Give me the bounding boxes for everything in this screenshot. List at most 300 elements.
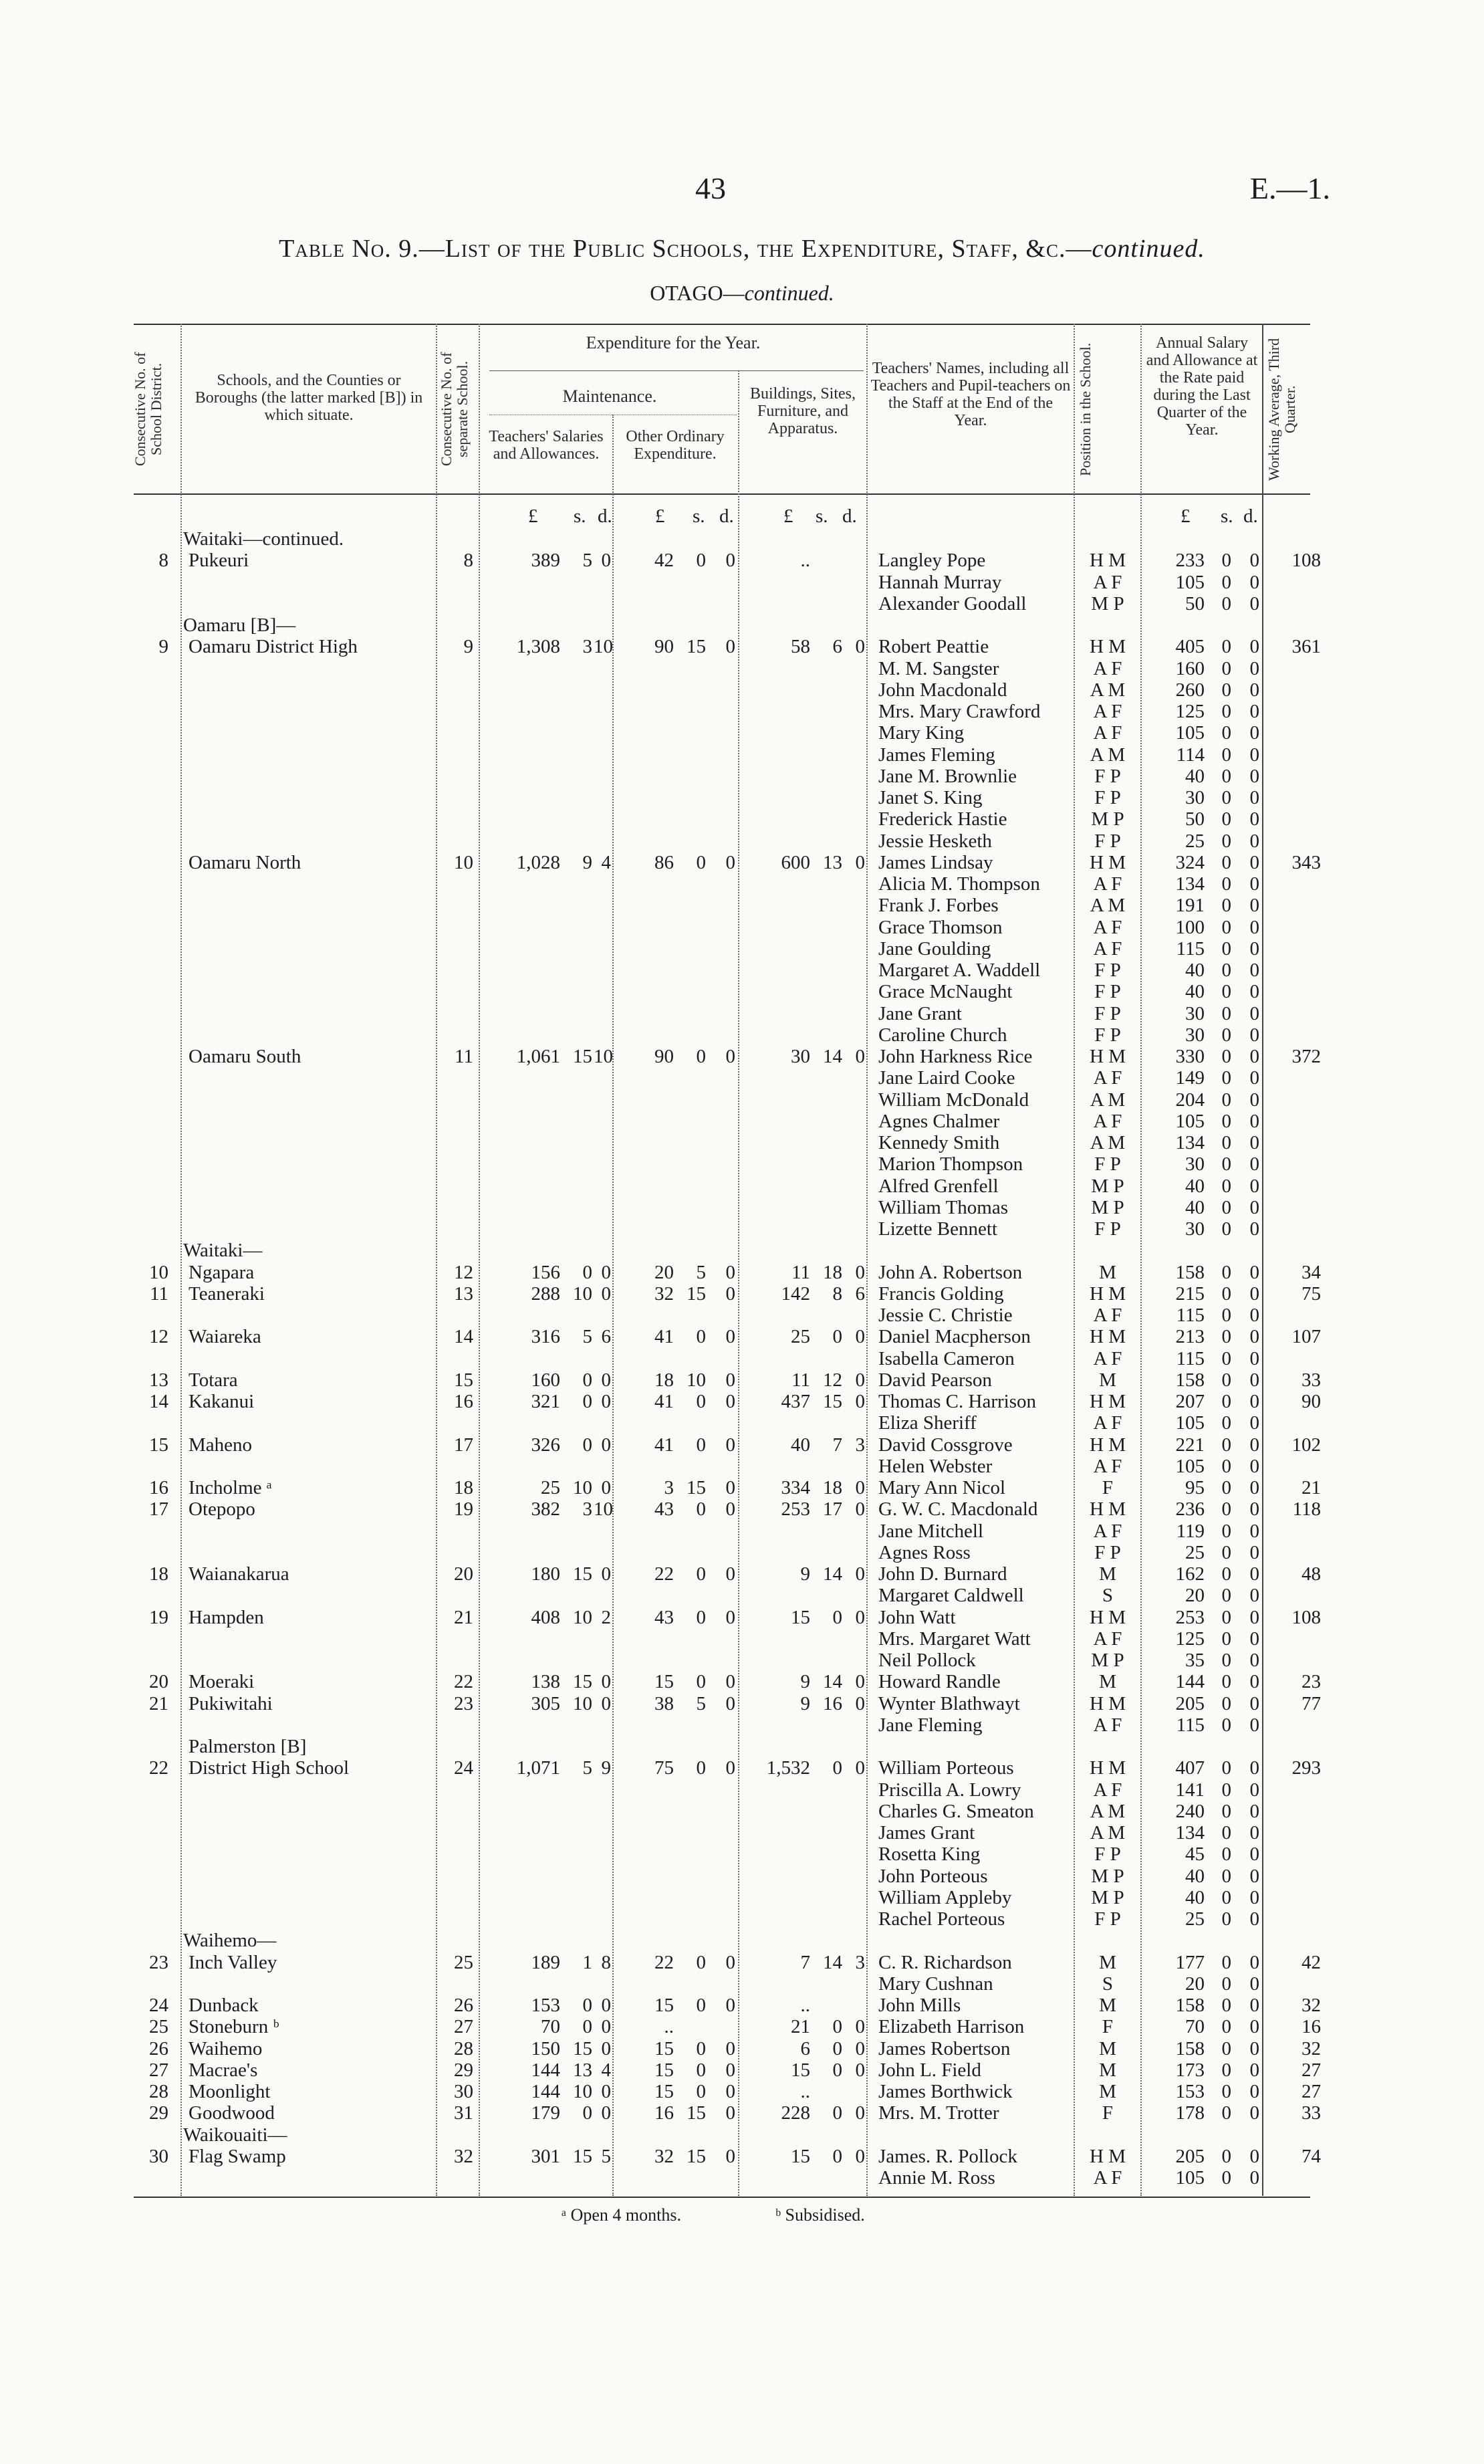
buildings-shillings: 0 [832,2102,842,2124]
buildings-pence: 0 [855,2102,865,2124]
annual-shillings: 0 [1221,765,1231,787]
annual-pence: 0 [1249,765,1259,787]
annual-shillings: 0 [1221,1498,1231,1521]
buildings-pounds: 334 [781,1477,810,1498]
school-no: 21 [454,1606,473,1628]
buildings-pence: 6 [855,1282,865,1305]
other-pounds: 15 [654,1995,674,2016]
annual-shillings: 0 [1221,1757,1231,1779]
other-shillings: 0 [696,1391,706,1412]
table-row [0,852,1484,873]
annual-pounds: 260 [1175,679,1205,701]
annual-pounds: 405 [1175,636,1205,658]
annual-pounds: 119 [1176,1520,1205,1542]
annual-shillings: 0 [1221,1714,1231,1736]
table-row [0,1262,1484,1283]
header-salary: Annual Salary and Allowance at the Rate paid during the Last Quarter of the Year. [1146,334,1258,439]
annual-pounds: 141 [1175,1779,1205,1801]
salary-pounds: 160 [531,1369,560,1391]
school-no: 10 [454,851,473,873]
school-name: Flag Swamp [189,2145,286,2167]
other-shillings: 0 [696,1434,706,1456]
teacher-position: F P [1094,1002,1121,1024]
annual-pounds: 100 [1175,916,1205,938]
buildings-pounds: 9 [800,1563,810,1585]
annual-pence: 0 [1249,1908,1259,1930]
buildings-shillings: 13 [823,851,842,873]
teacher-position: F P [1094,981,1121,1003]
annual-pence: 0 [1249,808,1259,830]
teacher-position: H M [1090,1498,1126,1521]
annual-shillings: 0 [1221,1995,1231,2016]
table-row [0,2102,1484,2124]
other-shillings: 15 [687,636,706,658]
district-no: 20 [149,1671,168,1693]
table-row [0,1801,1484,1822]
teacher-position: A M [1090,679,1126,701]
working-average: 108 [1291,550,1321,572]
school-name: Waitaki—continued. [183,528,344,550]
teacher-name: Mrs. Margaret Watt [878,1628,1031,1650]
annual-pence: 0 [1249,571,1259,593]
table-row [0,1995,1484,2016]
table-bottom-rule [134,2197,1310,2198]
annual-pounds: 330 [1175,1046,1205,1067]
annual-pence: 0 [1249,1046,1259,1067]
table-row [0,1067,1484,1089]
annual-shillings: 0 [1221,1002,1231,1024]
teacher-name: Jane Goulding [878,937,991,960]
other-shillings: 0 [696,2059,706,2081]
salary-shillings: 10 [573,1692,592,1714]
annual-pence: 0 [1249,1520,1259,1542]
other-pounds: 16 [654,2102,674,2124]
buildings-shillings: 7 [832,1434,842,1456]
other-pence: 0 [725,1369,735,1391]
other-pounds: 41 [654,1326,674,1348]
other-pence: 0 [725,1951,735,1973]
other-pounds: 32 [654,1282,674,1305]
annual-pounds: 35 [1185,1650,1205,1671]
working-average: 27 [1302,2059,1321,2081]
teacher-position: A F [1093,1520,1122,1542]
salary-pence: 0 [601,550,611,572]
other-pounds: 3 [664,1477,674,1498]
annual-pounds: 25 [1185,830,1205,852]
teacher-name: Caroline Church [878,1024,1007,1046]
annual-pounds: 105 [1175,1412,1205,1434]
other-shillings: 0 [696,1498,706,1521]
annual-pounds: 191 [1175,895,1205,917]
working-average: 372 [1291,1046,1321,1067]
salary-pence: 0 [601,1282,611,1305]
annual-pounds: 158 [1175,2037,1205,2059]
salary-pounds: 1,308 [516,636,560,658]
working-average: 74 [1302,2145,1321,2167]
buildings-pounds: 437 [781,1391,810,1412]
table-row [0,1843,1484,1865]
expenditure-sub-rule [489,370,864,371]
annual-pence: 0 [1249,1843,1259,1866]
buildings-pounds: 142 [781,1282,810,1305]
buildings-pounds: .. [800,2081,810,2102]
other-shillings: 0 [696,1995,706,2016]
annual-shillings: 0 [1221,2081,1231,2102]
table-row [0,2059,1484,2081]
salary-pounds: 156 [531,1261,560,1283]
annual-pounds: 30 [1185,1002,1205,1024]
annual-shillings: 0 [1221,873,1231,895]
annual-pounds: 40 [1185,981,1205,1003]
district-no: 18 [149,1563,168,1585]
teacher-name: James Grant [878,1822,975,1843]
district-no: 25 [149,2016,168,2038]
working-average: 107 [1291,1326,1321,1348]
annual-pence: 0 [1249,916,1259,938]
school-name: Waitaki— [183,1240,263,1262]
header-other-expenditure: Other Ordinary Expenditure. [626,428,725,463]
teacher-name: James Robertson [878,2037,1011,2059]
buildings-shillings: 17 [823,1498,842,1521]
teacher-name: John L. Field [878,2059,981,2081]
annual-pence: 0 [1249,1089,1259,1111]
teacher-position: F P [1094,1541,1121,1563]
district-no: 24 [149,1995,168,2016]
working-average: 118 [1292,1498,1321,1521]
salary-pence: 2 [601,1606,611,1628]
annual-pounds: 105 [1175,2167,1205,2189]
annual-pence: 0 [1249,1282,1259,1305]
buildings-pence: 3 [855,1951,865,1973]
annual-pence: 0 [1249,1002,1259,1024]
buildings-pence: 0 [855,1757,865,1779]
salary-shillings: 0 [582,1391,592,1412]
annual-pounds: 40 [1185,960,1205,981]
buildings-shillings: 16 [823,1692,842,1714]
salary-pence: 4 [601,2059,611,2081]
salary-pounds: 301 [531,2145,560,2167]
working-average: 48 [1302,1563,1321,1585]
teacher-name: Frank J. Forbes [878,895,999,917]
working-average: 33 [1302,1369,1321,1391]
other-pounds: 38 [654,1692,674,1714]
working-average: 27 [1302,2081,1321,2102]
annual-pounds: 40 [1185,1886,1205,1908]
buildings-shillings: 12 [823,1369,842,1391]
buildings-pence: 0 [855,1046,865,1067]
salary-pounds: 179 [531,2102,560,2124]
other-pence: 0 [725,1282,735,1305]
buildings-shillings: 14 [823,1046,842,1067]
table-row [0,1498,1484,1520]
other-shillings: 0 [696,1563,706,1585]
other-pence: 0 [725,1326,735,1348]
annual-shillings: 0 [1221,1218,1231,1240]
teacher-position: F P [1094,1153,1121,1175]
buildings-pounds: 6 [800,2037,810,2059]
other-shillings: 0 [696,851,706,873]
working-average: 102 [1291,1434,1321,1456]
table-row [0,593,1484,614]
annual-shilling-symbol: s. [1221,506,1233,527]
other-pence: 0 [725,1606,735,1628]
teacher-name: Elizabeth Harrison [878,2016,1025,2038]
salary-pence: 0 [601,1261,611,1283]
table-label: Table No. 9.— [279,235,445,263]
teacher-position: S [1102,1973,1114,1995]
annual-pence: 0 [1249,981,1259,1003]
teacher-name: Mary Cushnan [878,1973,993,1995]
teacher-name: Howard Randle [878,1671,1001,1693]
teacher-position: A F [1093,1412,1122,1434]
buildings-pence: 0 [855,851,865,873]
teacher-position: H M [1090,851,1126,873]
buildings-shillings: 0 [832,2145,842,2167]
footnote-a: ᵃ Open 4 months. [562,2205,681,2225]
school-no: 31 [454,2102,473,2124]
other-pence: 0 [725,550,735,572]
buildings-pence: 0 [855,1563,865,1585]
other-pounds: 22 [654,1951,674,1973]
teacher-position: M P [1091,1865,1124,1887]
annual-pence: 0 [1249,1563,1259,1585]
teacher-position: H M [1090,1606,1126,1628]
table-row [0,1542,1484,1563]
working-average: 34 [1302,1261,1321,1283]
teacher-position: M P [1091,1175,1124,1197]
salary-pence: 0 [601,1671,611,1693]
buildings-pounds: 21 [791,2016,810,2038]
annual-pence: 0 [1249,550,1259,572]
annual-shillings: 0 [1221,744,1231,766]
other-shillings: 0 [696,2037,706,2059]
teacher-position: M [1099,1563,1116,1585]
buildings-pence: 0 [855,2145,865,2167]
salary-shillings: 15 [573,1563,592,1585]
annual-shillings: 0 [1221,2102,1231,2124]
annual-pence: 0 [1249,851,1259,873]
teacher-position: H M [1090,1046,1126,1067]
annual-pence: 0 [1249,2167,1259,2189]
annual-pence-symbol: d. [1243,506,1258,527]
working-average: 33 [1302,2102,1321,2124]
annual-shillings: 0 [1221,1196,1231,1218]
annual-pence: 0 [1249,1800,1259,1822]
table-row [0,636,1484,657]
teacher-position: A M [1090,744,1126,766]
school-name: Pukeuri [189,550,249,572]
annual-pence: 0 [1249,1628,1259,1650]
other-pence-symbol: d. [719,506,734,527]
annual-pounds: 25 [1185,1541,1205,1563]
annual-shillings: 0 [1221,2037,1231,2059]
title-suffix: continued. [1092,235,1205,263]
buildings-shillings: 0 [832,1757,842,1779]
annual-shillings: 0 [1221,1434,1231,1456]
teacher-position: A F [1093,657,1122,679]
teacher-name: James Borthwick [878,2081,1013,2102]
teacher-position: H M [1090,2145,1126,2167]
buildings-pence: 0 [855,636,865,658]
school-name: Waihemo [189,2037,263,2059]
other-shillings: 0 [696,1757,706,1779]
annual-pounds: 125 [1175,1628,1205,1650]
annual-shillings: 0 [1221,1477,1231,1498]
other-pounds: 15 [654,2081,674,2102]
table-row [0,528,1484,550]
buildings-shillings: 0 [832,2059,842,2081]
school-no: 17 [454,1434,473,1456]
table-row [0,1024,1484,1046]
working-average: 32 [1302,1995,1321,2016]
school-name: Hampden [189,1606,264,1628]
school-name: Kakanui [189,1391,255,1412]
salary-shillings: 0 [582,2102,592,2124]
annual-pence: 0 [1249,1822,1259,1843]
salary-pence: 8 [601,1951,611,1973]
annual-pence: 0 [1249,1326,1259,1348]
salary-shillings: 9 [582,851,592,873]
table-row [0,1153,1484,1175]
teacher-name: John Harkness Rice [878,1046,1033,1067]
annual-pounds: 173 [1175,2059,1205,2081]
teacher-position: H M [1090,1757,1126,1779]
annual-shillings: 0 [1221,830,1231,852]
salary-pence: 5 [601,2145,611,2167]
series-code: E.—1. [1249,171,1330,205]
annual-pence: 0 [1249,1865,1259,1887]
working-average: 108 [1291,1606,1321,1628]
table-row [0,1671,1484,1692]
annual-pounds: 253 [1175,1606,1205,1628]
other-pence: 0 [725,1995,735,2016]
table-row [0,1456,1484,1477]
table-row [0,722,1484,744]
teacher-position: M [1099,1995,1116,2016]
teacher-name: Jane Mitchell [878,1520,984,1542]
district-no: 12 [149,1326,168,1348]
table-row [0,787,1484,808]
annual-shillings: 0 [1221,1822,1231,1843]
teacher-name: Langley Pope [878,550,986,572]
annual-pounds: 115 [1176,1305,1205,1326]
buildings-pence: 3 [855,1434,865,1456]
teacher-position: A F [1093,873,1122,895]
annual-shillings: 0 [1221,2145,1231,2167]
other-pence: 0 [725,2037,735,2059]
other-pence: 0 [725,1563,735,1585]
buildings-pence: 0 [855,2059,865,2081]
annual-pounds: 221 [1175,1434,1205,1456]
school-no: 11 [455,1046,473,1067]
table-row [0,1003,1484,1024]
school-name: Goodwood [189,2102,275,2124]
annual-shillings: 0 [1221,1455,1231,1477]
annual-shillings: 0 [1221,571,1231,593]
other-shilling-symbol: s. [693,506,705,527]
teacher-name: Agnes Ross [878,1541,971,1563]
annual-pounds: 240 [1175,1800,1205,1822]
other-pounds: .. [664,2016,674,2038]
district-no: 19 [149,1606,168,1628]
teacher-name: Mary King [878,722,965,744]
annual-pounds: 158 [1175,1995,1205,2016]
teacher-name: John A. Robertson [878,1261,1023,1283]
annual-pounds: 70 [1185,2016,1205,2038]
buildings-shillings: 15 [823,1391,842,1412]
other-pence: 0 [725,1498,735,1521]
teacher-name: Alicia M. Thompson [878,873,1040,895]
annual-pence: 0 [1249,830,1259,852]
school-name: Palmerston [B] [189,1736,307,1757]
annual-shillings: 0 [1221,1282,1231,1305]
annual-shillings: 0 [1221,1606,1231,1628]
teacher-position: M [1099,2081,1116,2102]
table-row [0,1283,1484,1305]
table-row [0,1111,1484,1132]
table-row [0,1866,1484,1887]
salary-pence: 10 [594,1498,613,1521]
annual-shillings: 0 [1221,679,1231,701]
table-row [0,2016,1484,2037]
annual-pounds: 207 [1175,1391,1205,1412]
annual-pence: 0 [1249,1477,1259,1498]
annual-pounds: 105 [1175,1110,1205,1132]
teacher-position: M P [1091,1886,1124,1908]
annual-shillings: 0 [1221,851,1231,873]
teacher-position: F [1102,2102,1114,2124]
school-no: 30 [454,2081,473,2102]
buildings-shillings: 0 [832,1326,842,1348]
buildings-pence: 0 [855,1369,865,1391]
buildings-shillings: 8 [832,1282,842,1305]
header-schools: Schools, and the Counties or Boroughs (the latter marked [B]) in which situate. [195,372,423,424]
annual-pence: 0 [1249,1218,1259,1240]
table-row [0,1650,1484,1671]
salary-shillings: 5 [582,1757,592,1779]
salary-shillings: 5 [582,1326,592,1348]
teacher-name: David Pearson [878,1369,992,1391]
buildings-pence-symbol: d. [842,506,857,527]
other-pence: 0 [725,1391,735,1412]
teacher-position: A F [1093,916,1122,938]
header-teachers: Teachers' Names, including all Teachers and Pupil-teachers on the Staff at the End of the Year. [870,360,1071,429]
annual-shillings: 0 [1221,1046,1231,1067]
other-shillings: 5 [696,1692,706,1714]
teacher-position: M P [1091,1650,1124,1671]
school-name: Moonlight [189,2081,271,2102]
annual-pence: 0 [1249,1995,1259,2016]
annual-pence: 0 [1249,1347,1259,1369]
school-no: 20 [454,1563,473,1585]
buildings-pence: 0 [855,1326,865,1348]
table-main-title: List of the Public Schools, the Expenditure, Staff, &c.— [445,235,1092,263]
salary-pounds: 382 [531,1498,560,1521]
salary-shillings: 15 [573,1046,592,1067]
annual-pence: 0 [1249,1412,1259,1434]
teacher-position: A F [1093,1628,1122,1650]
school-name: Oamaru North [189,851,301,873]
working-average: 75 [1302,1282,1321,1305]
school-no: 23 [454,1692,473,1714]
annual-pence: 0 [1249,679,1259,701]
annual-pence: 0 [1249,1714,1259,1736]
teacher-position: H M [1090,1391,1126,1412]
annual-pence: 0 [1249,722,1259,744]
table-row [0,1434,1484,1456]
teacher-position: A F [1093,2167,1122,2189]
annual-pence: 0 [1249,1606,1259,1628]
